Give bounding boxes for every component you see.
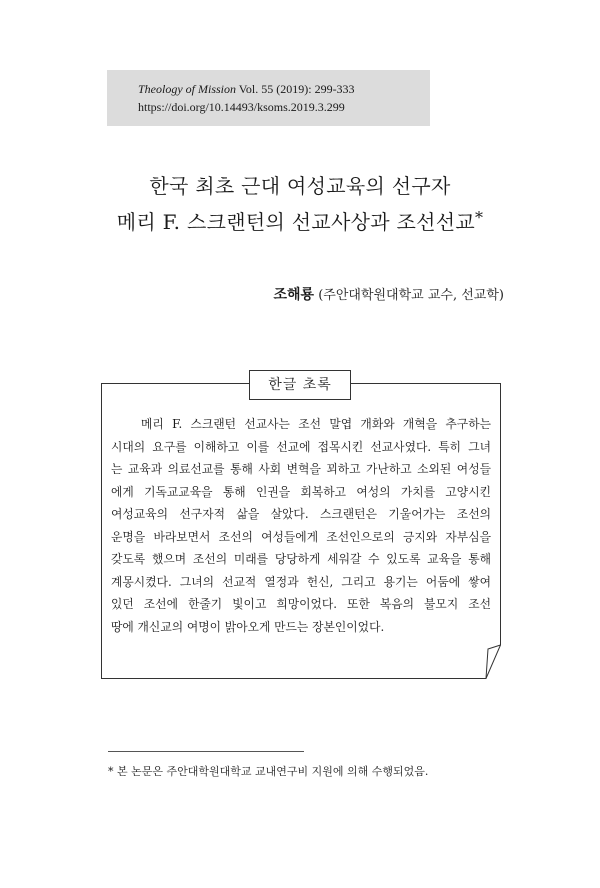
abstract-frame: [101, 377, 501, 679]
journal-citation-box: [107, 70, 430, 126]
abstract-line: 시대의 요구를 이해하고 이를 선교에 접목시킨 선교사였다. 특히 그녀: [111, 439, 491, 454]
footnote-divider: [108, 751, 304, 752]
paper-title-line1: 한국 최초 근대 여성교육의 선구자: [149, 174, 451, 198]
abstract-line: 땅에 개신교의 여명이 밝아오게 만드는 장본인이었다.: [111, 619, 385, 634]
paper-title-line2: [0, 205, 600, 235]
abstract-heading: 한글 초록: [249, 370, 351, 400]
abstract-line: 메리 F. 스크랜턴 선교사는 조선 말엽 개화와 개혁을 추구하는: [141, 417, 491, 431]
journal-citation: [138, 81, 355, 98]
abstract-line: 계몽시켰다. 그녀의 선교적 열정과 헌신, 그리고 용기는 어둠에 쌓여: [111, 574, 491, 589]
abstract-body: [111, 413, 491, 638]
abstract-line: 운명을 바라보면서 조선의 여성들에게 조선인으로의 긍지와 자부심을: [111, 529, 491, 544]
abstract-line: 에게 기독교교육을 통해 인권을 회복하고 여성의 가치를 고양시킨: [111, 484, 491, 499]
author-line: [273, 286, 504, 305]
paper-title-line2-text: 메리 F. 스크랜턴의 선교사상과 조선선교: [116, 210, 475, 234]
journal-volume: Vol. 55 (2019): 299-333: [236, 82, 355, 96]
author-affiliation: (주안대학원대학교 교수, 선교학): [314, 288, 504, 303]
abstract-line: 갖도록 했으며 조선의 미래를 당당하게 세워갈 수 있도록 교육을 통해: [111, 552, 491, 566]
abstract-line: 여성교육의 선구자적 삶을 살았다. 스크랜턴은 기울어가는 조선의: [111, 507, 491, 521]
abstract-line: 는 교육과 의료선교를 통해 사회 변혁을 꾀하고 가난하고 소외된 여성들: [111, 462, 491, 476]
abstract-line: 있던 조선에 한줄기 빛이고 희망이었다. 또한 복음의 불모지 조선: [111, 597, 491, 611]
doi-link[interactable]: https://doi.org/10.14493/ksoms.2019.3.299: [138, 100, 345, 114]
journal-name: Theology of Mission: [138, 82, 236, 96]
author-name: 조해룡: [273, 287, 315, 303]
title-footnote-marker[interactable]: *: [474, 208, 484, 227]
footnote: * 본 논문은 주안대학원대학교 교내연구비 지원에 의해 수행되었음.: [108, 765, 429, 778]
